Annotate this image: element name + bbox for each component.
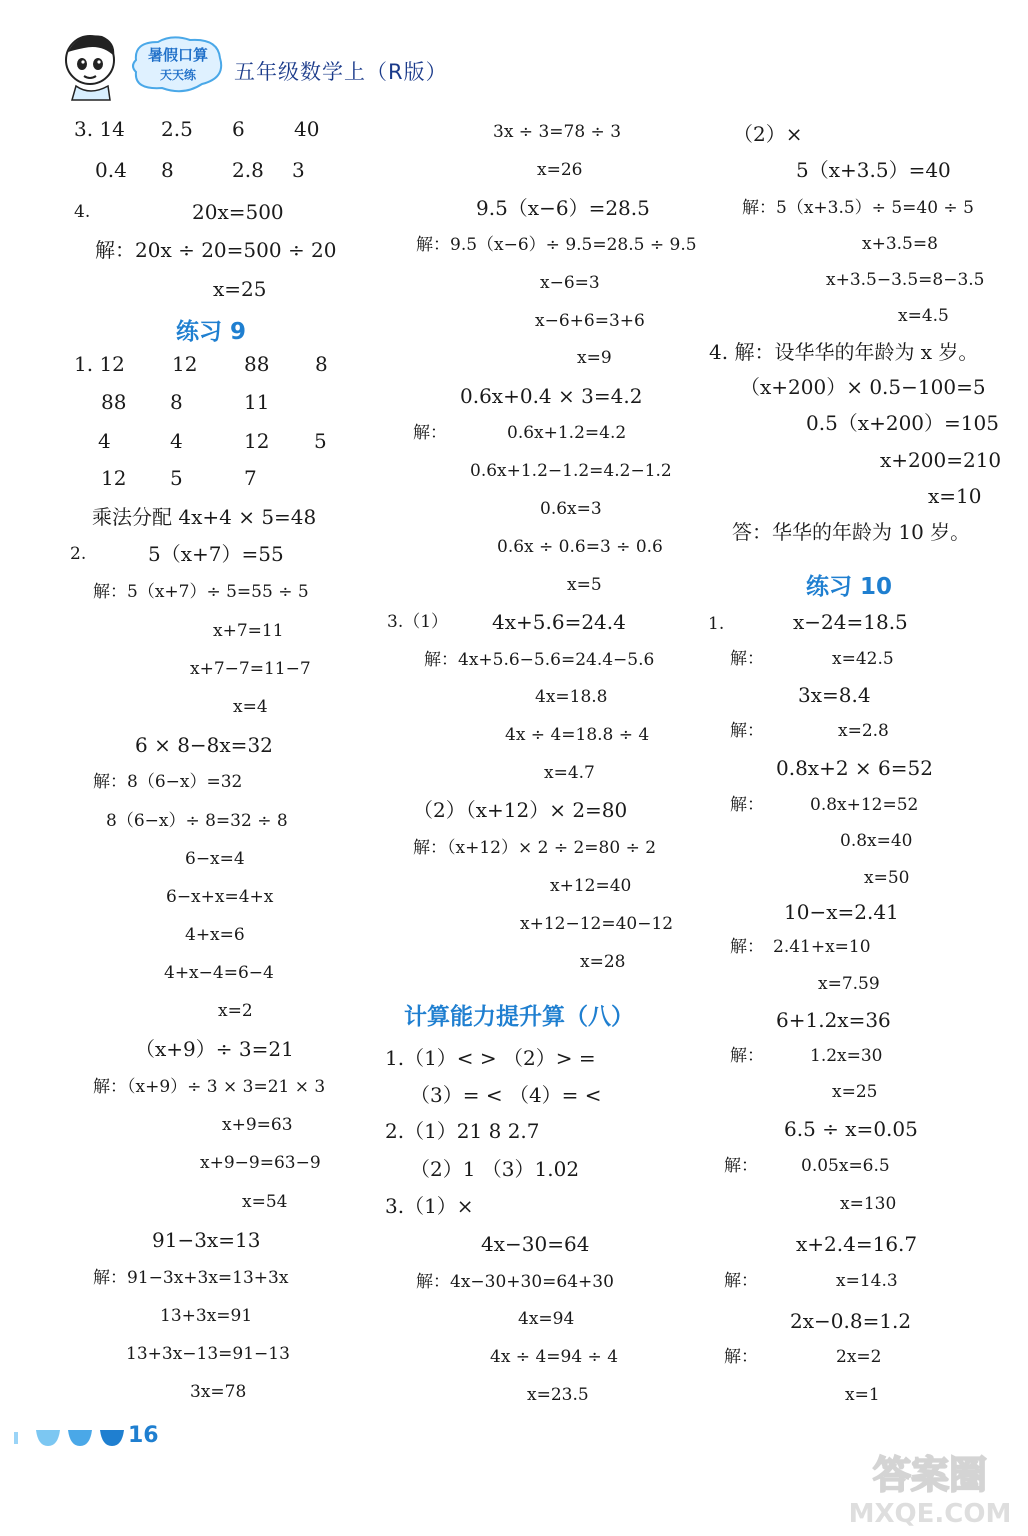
answer-line: 12 <box>172 352 198 376</box>
answer-line: 4. 解：设华华的年龄为 x 岁。 <box>709 340 979 364</box>
answer-line: 解：4x+5.6−5.6=24.4−5.6 <box>424 650 655 670</box>
answer-line: 0.8x+2 × 6=52 <box>776 756 933 780</box>
answer-line: 7 <box>244 466 257 490</box>
answer-line: 5（x+7）=55 <box>148 542 284 566</box>
answer-line: 0.05x=6.5 <box>801 1156 890 1176</box>
answer-line: 解： <box>730 937 764 957</box>
answer-line: （x+200）× 0.5−100=5 <box>740 375 986 399</box>
svg-text:天天练: 天天练 <box>159 68 197 82</box>
answer-line: 4+x−4=6−4 <box>164 963 274 983</box>
answer-line: x=14.3 <box>836 1271 898 1291</box>
answer-line: 0.6x+1.2=4.2 <box>507 423 627 443</box>
answer-line: x=10 <box>928 484 982 508</box>
answer-line: x+9−9=63−9 <box>200 1153 321 1173</box>
svg-text:暑假口算: 暑假口算 <box>147 46 209 64</box>
answer-line: x+7=11 <box>213 621 284 641</box>
answer-line: x+12=40 <box>550 876 632 896</box>
answer-line: 3x=78 <box>190 1382 247 1402</box>
answer-line: 解：20x ÷ 20=500 ÷ 20 <box>95 238 337 262</box>
answer-line: 4x=94 <box>518 1309 575 1329</box>
answer-line: x=4.7 <box>544 763 595 783</box>
answer-line: 6 <box>232 117 245 141</box>
answer-line: 解： <box>724 1156 758 1176</box>
answer-line: 2.8 <box>232 158 264 182</box>
answer-line: 8 <box>161 158 174 182</box>
answer-line: 4. <box>74 202 91 222</box>
answer-line: x=9 <box>577 348 612 368</box>
answer-line: 91−3x=13 <box>152 1228 261 1252</box>
answer-line: 解：（x+9）÷ 3 × 3=21 × 3 <box>93 1077 326 1097</box>
answer-line: 2x−0.8=1.2 <box>790 1309 912 1333</box>
answer-line: 3.（1）× <box>385 1194 474 1218</box>
page-number: 16 <box>128 1423 159 1448</box>
page-header <box>0 0 1028 110</box>
answer-line: 11 <box>244 390 270 414</box>
answer-line: 0.6x=3 <box>540 499 602 519</box>
answer-line: 1. 12 <box>74 352 125 376</box>
answer-line: x=25 <box>213 277 267 301</box>
answer-line: 解： <box>730 721 764 741</box>
answer-line: 3x ÷ 3=78 ÷ 3 <box>493 122 622 142</box>
answer-line: 9.5（x−6）=28.5 <box>476 196 650 220</box>
answer-line: （2）1 （3）1.02 <box>410 1157 580 1181</box>
answer-line: x=2 <box>218 1001 253 1021</box>
svg-text:MXQE.COM: MXQE.COM <box>848 1499 1012 1528</box>
answer-line: 解： <box>730 1046 764 1066</box>
answer-line: x=54 <box>242 1192 288 1212</box>
answer-line: 3. 14 <box>74 117 125 141</box>
answer-line: 5 <box>314 429 327 453</box>
answer-line: 4x=18.8 <box>535 687 608 707</box>
answer-line: 6.5 ÷ x=0.05 <box>784 1117 918 1141</box>
answer-line: 4x+5.6=24.4 <box>492 610 626 634</box>
answer-line: 1.2x=30 <box>810 1046 883 1066</box>
answer-line: 88 <box>101 390 127 414</box>
answer-line: x=7.59 <box>818 974 880 994</box>
answer-line: 13+3x−13=91−13 <box>126 1344 290 1364</box>
answer-line: x=42.5 <box>832 649 894 669</box>
answer-line: x=2.8 <box>838 721 889 741</box>
answer-line: 6−x=4 <box>185 849 245 869</box>
svg-text:答案圈: 答案圈 <box>872 1453 988 1497</box>
answer-line: 6 × 8−8x=32 <box>135 733 273 757</box>
answer-line: 6+1.2x=36 <box>776 1008 891 1032</box>
answer-line: 2.41+x=10 <box>773 937 871 957</box>
answer-line: （3）= < （4）= < <box>410 1083 602 1107</box>
answer-line: 0.4 <box>95 158 127 182</box>
answer-line: x−24=18.5 <box>793 610 908 634</box>
answer-line: x+9=63 <box>222 1115 293 1135</box>
answer-line: 解：4x−30+30=64+30 <box>416 1272 614 1292</box>
mascot-icon <box>58 30 130 102</box>
book-title: 五年级数学上（R版） <box>234 60 448 84</box>
answer-line: 解： <box>724 1347 758 1367</box>
answer-line: 解： <box>413 423 447 443</box>
answer-line: 12 <box>244 429 270 453</box>
answer-line: 8（6−x）÷ 8=32 ÷ 8 <box>106 811 288 831</box>
answer-line: x=50 <box>864 868 910 888</box>
answer-line: x=4.5 <box>898 306 949 326</box>
answer-line: （x+9）÷ 3=21 <box>135 1037 294 1061</box>
section-heading: 练习 10 <box>806 574 893 600</box>
answer-line: （2）（x+12）× 2=80 <box>413 798 628 822</box>
answer-line: x+7−7=11−7 <box>190 659 311 679</box>
answer-line: x+3.5=8 <box>862 234 938 254</box>
answer-line: x−6=3 <box>540 273 600 293</box>
answer-line: 3x=8.4 <box>798 683 871 707</box>
answer-line: 解： <box>724 1271 758 1291</box>
answer-line: 答：华华的年龄为 10 岁。 <box>732 520 971 544</box>
answer-line: 5（x+3.5）=40 <box>796 158 951 182</box>
answer-line: 88 <box>244 352 270 376</box>
answer-line: 0.6x+0.4 × 3=4.2 <box>460 384 643 408</box>
answer-line: 2.（1）21 8 2.7 <box>385 1119 540 1143</box>
answer-line: 4x−30=64 <box>481 1232 590 1256</box>
answer-line: （2）× <box>733 122 803 146</box>
answer-line: 10−x=2.41 <box>784 900 899 924</box>
answer-line: 2.5 <box>161 117 193 141</box>
brand-logo <box>128 34 228 96</box>
answer-line: 3 <box>292 158 305 182</box>
answer-line: 2. <box>70 544 87 564</box>
answer-line: 解： <box>730 649 764 669</box>
answer-line: 解：91−3x+3x=13+3x <box>93 1268 289 1288</box>
answer-line: 4 <box>98 429 111 453</box>
answer-line: 乘法分配 4x+4 × 5=48 <box>92 505 317 529</box>
answer-line: x=130 <box>840 1194 897 1214</box>
answer-line: x=25 <box>832 1082 878 1102</box>
section-heading: 练习 9 <box>176 319 247 345</box>
answer-line: 4x ÷ 4=94 ÷ 4 <box>490 1347 619 1367</box>
answer-line: 40 <box>294 117 320 141</box>
answer-line: 0.6x ÷ 0.6=3 ÷ 0.6 <box>497 537 663 557</box>
answer-line: 12 <box>101 466 127 490</box>
watermark-logo <box>840 1446 1020 1528</box>
answer-line: x=23.5 <box>527 1385 589 1405</box>
answer-line: 2x=2 <box>836 1347 882 1367</box>
answer-line: 8 <box>170 390 183 414</box>
answer-line: 0.8x+12=52 <box>810 795 919 815</box>
answer-line: x−6+6=3+6 <box>535 311 645 331</box>
answer-line: x=5 <box>567 575 602 595</box>
answer-line: x+200=210 <box>880 448 1002 472</box>
answer-line: x+3.5−3.5=8−3.5 <box>826 270 985 290</box>
answer-line: x=26 <box>537 160 583 180</box>
answer-line: 解：5（x+3.5）÷ 5=40 ÷ 5 <box>742 198 974 218</box>
answer-line: 0.8x=40 <box>840 831 913 851</box>
answer-line: 1.（1）< > （2）> = <box>385 1046 596 1070</box>
answer-line: 解：5（x+7）÷ 5=55 ÷ 5 <box>93 582 309 602</box>
answer-line: 6−x+x=4+x <box>166 887 274 907</box>
answer-line: 0.6x+1.2−1.2=4.2−1.2 <box>470 461 672 481</box>
answer-line: 8 <box>315 352 328 376</box>
answer-line: 20x=500 <box>192 200 284 224</box>
answer-line: 3.（1） <box>387 612 449 632</box>
answer-line: x=4 <box>233 697 268 717</box>
answer-line: 0.5（x+200）=105 <box>806 411 999 435</box>
footer-decoration <box>14 1426 124 1450</box>
answer-line: 解： <box>730 795 764 815</box>
answer-line: 解：8（6−x）=32 <box>93 772 243 792</box>
answer-line: x=28 <box>580 952 626 972</box>
answer-line: x+12−12=40−12 <box>520 914 674 934</box>
answer-line: 4x ÷ 4=18.8 ÷ 4 <box>505 725 650 745</box>
answer-line: 解：（x+12）× 2 ÷ 2=80 ÷ 2 <box>413 838 657 858</box>
answer-line: 5 <box>170 466 183 490</box>
section-heading: 计算能力提升算（八） <box>404 1004 634 1030</box>
answer-line: x+2.4=16.7 <box>796 1232 918 1256</box>
answer-line: x=1 <box>845 1385 880 1405</box>
answer-line: 1. <box>708 614 725 634</box>
answer-line: 13+3x=91 <box>160 1306 253 1326</box>
answer-line: 4+x=6 <box>185 925 245 945</box>
answer-line: 解：9.5（x−6）÷ 9.5=28.5 ÷ 9.5 <box>416 235 697 255</box>
answer-line: 4 <box>170 429 183 453</box>
